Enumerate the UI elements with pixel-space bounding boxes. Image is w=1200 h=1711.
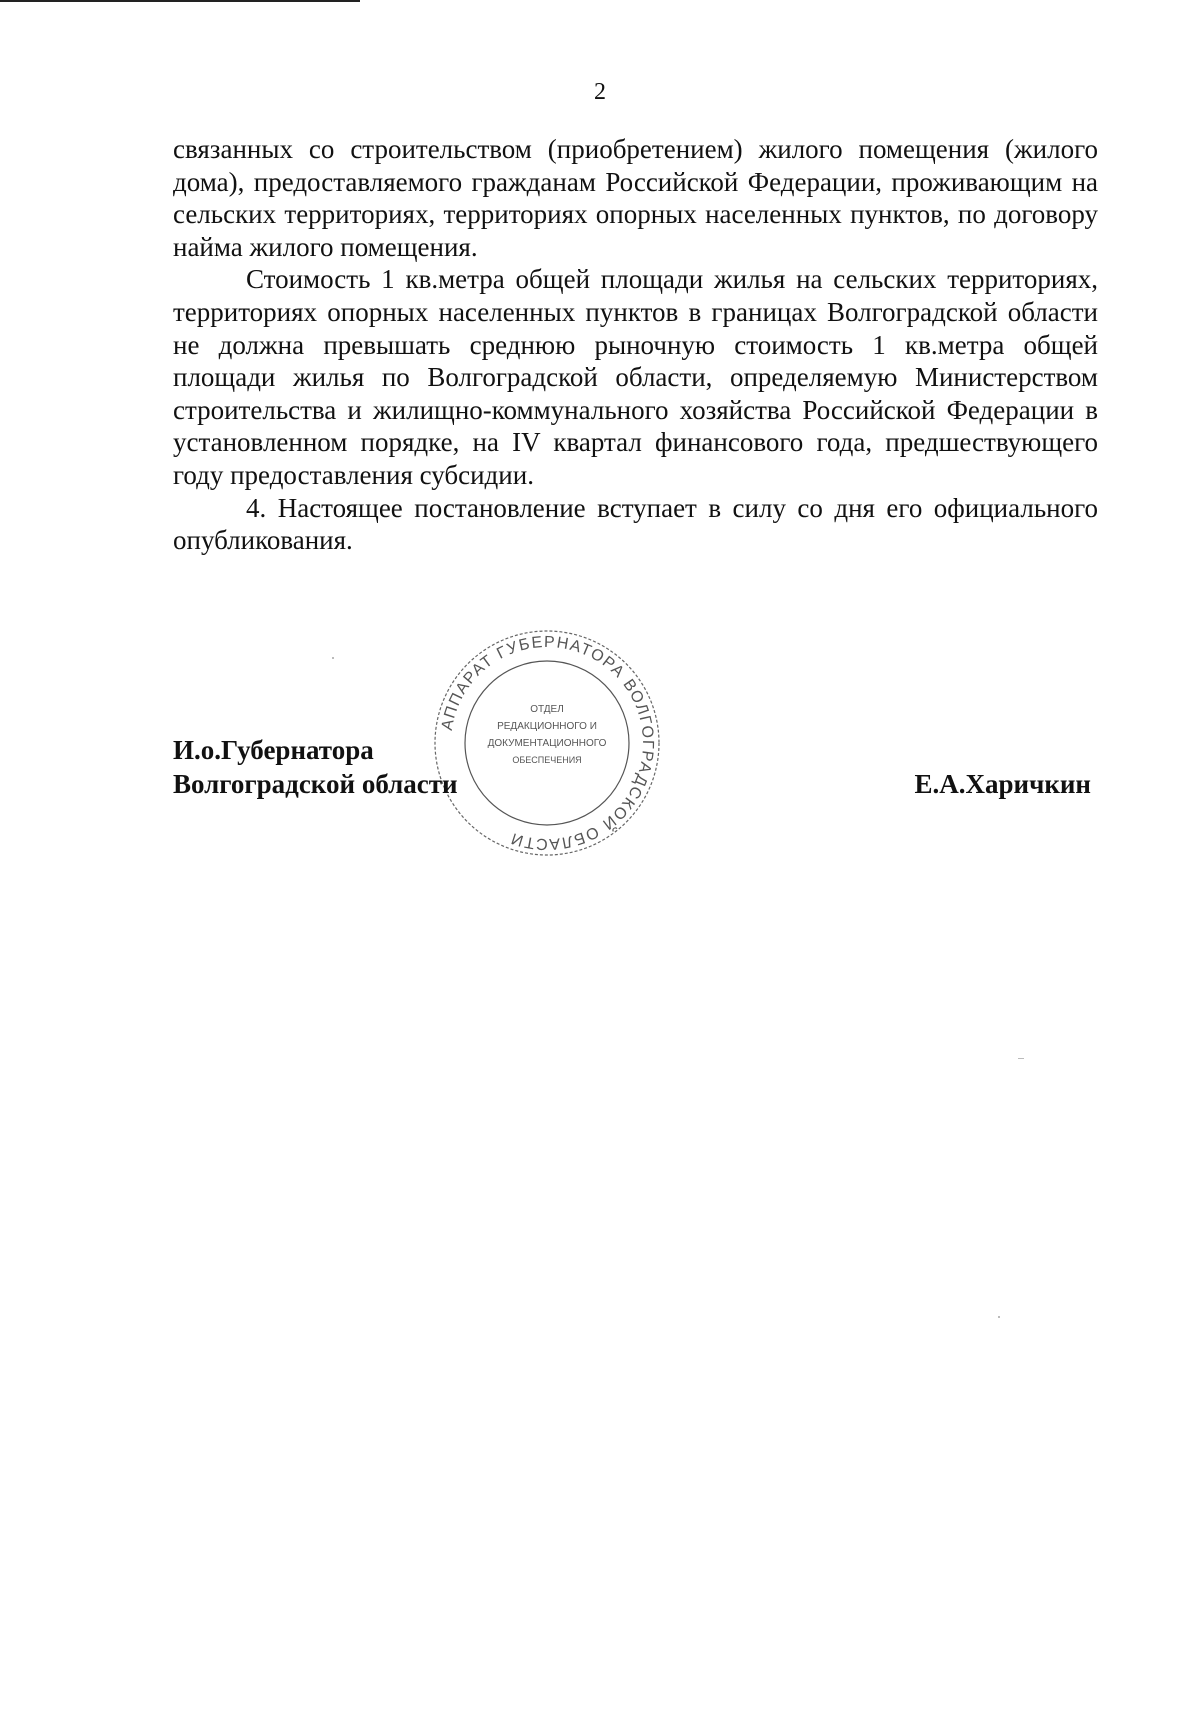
signatory-position-line-1: И.о.Губернатора <box>173 735 374 765</box>
stamp-ring-text: АППАРАТ ГУБЕРНАТОРА ВОЛГОГРАДСКОЙ ОБЛАСТИ <box>438 633 657 853</box>
signatory-name: Е.А.Харичкин <box>914 769 1091 799</box>
paragraph-continuation: связанных со строительством (приобретением) жилого помещения (жилого дома), предоставляемого гражданам Российской Федерации, проживающим на сельских территориях, территориях опорных населенных пунктов, по договору найма жилого помещения. <box>173 134 1098 262</box>
scan-speck <box>998 1316 1000 1318</box>
document-body <box>173 133 1098 557</box>
paragraph-cost-limit: Стоимость 1 кв.метра общей площади жилья на сельских территориях, территориях опорных населенных пунктов в границах Волгоградской области не должна превышать среднюю рыночную стоимость 1 кв.метра общей площади жилья по Волгоградской области, определяемую Министерством строительства и жилищно-коммунального хозяйства Российской Федерации в установленном порядке, на IV квартал финансового года, предшествующего году предоставления субсидии. <box>173 264 1098 490</box>
stamp-center-line-3: ДОКУМЕНТАЦИОННОГО <box>487 738 607 749</box>
paragraph-effective-date: 4. Настоящее постановление вступает в силу со дня его официального опубликования. <box>173 492 1098 556</box>
scan-speck <box>1018 1058 1024 1059</box>
stamp-center-line-1: ОТДЕЛ <box>530 704 564 715</box>
scan-edge-line <box>0 0 360 2</box>
stamp-center-line-2: РЕДАКЦИОННОГО И <box>497 721 597 732</box>
scan-speck <box>332 657 334 659</box>
official-stamp <box>432 628 662 858</box>
stamp-center-line-4: ОБЕСПЕЧЕНИЯ <box>512 755 582 765</box>
page-number: 2 <box>594 79 606 105</box>
signatory-position-line-2: Волгоградской области <box>173 769 458 799</box>
signatory-position <box>173 733 458 801</box>
